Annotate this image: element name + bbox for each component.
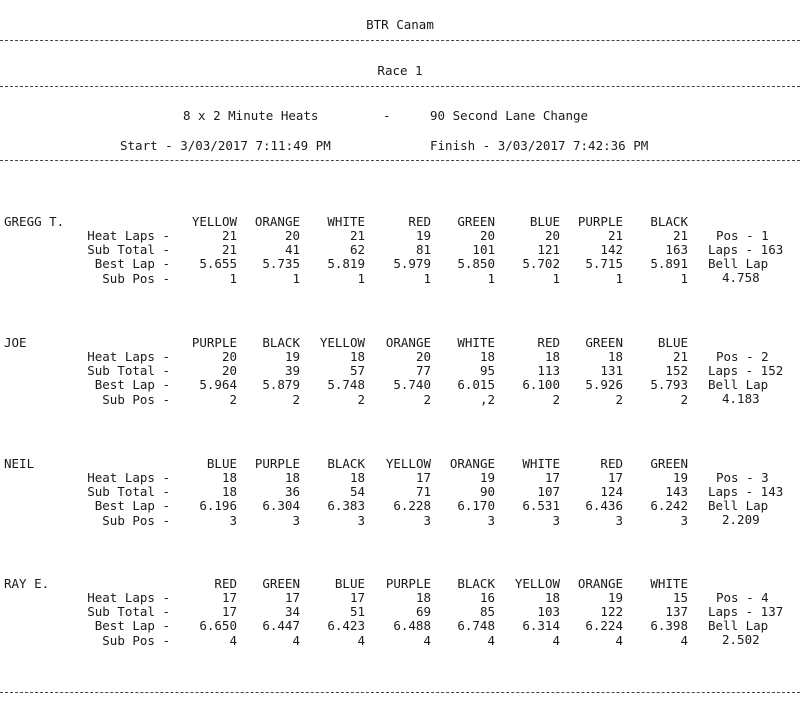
sub-total-value: 131 bbox=[600, 363, 623, 379]
lane-color-header: YELLOW bbox=[385, 456, 431, 471]
heat-laps-value: 19 bbox=[672, 470, 688, 485]
lane-color-header: BLACK bbox=[262, 335, 300, 350]
best-lap-value: 5.740 bbox=[393, 377, 431, 393]
heat-laps-value: 21 bbox=[349, 228, 365, 243]
heat-laps-value: 19 bbox=[415, 228, 431, 243]
sub-total-value: 71 bbox=[415, 484, 431, 500]
sub-total-value: 41 bbox=[284, 242, 300, 258]
sub-pos-value: 4 bbox=[229, 632, 237, 648]
sub-total-value: 137 bbox=[665, 604, 688, 620]
best-lap-value: 6.383 bbox=[327, 498, 365, 514]
final-position: Pos - 4 bbox=[716, 590, 769, 605]
format-separator: - bbox=[383, 108, 391, 123]
heat-laps-value: 20 bbox=[284, 228, 300, 243]
sub-total-value: 39 bbox=[284, 363, 300, 379]
lane-color-header: GREEN bbox=[585, 335, 623, 350]
sub-total-value: 95 bbox=[479, 363, 495, 379]
best-lap-value: 5.735 bbox=[262, 256, 300, 272]
driver-result-block bbox=[0, 456, 800, 536]
sub-total-value: 107 bbox=[537, 484, 560, 500]
lane-color-header: YELLOW bbox=[514, 576, 560, 591]
lane-color-header: PURPLE bbox=[191, 335, 237, 350]
sub-pos-value: 2 bbox=[615, 391, 623, 407]
best-lap-value: 6.436 bbox=[585, 498, 623, 514]
driver-name: JOE bbox=[4, 335, 27, 350]
lane-color-header: PURPLE bbox=[577, 214, 623, 229]
best-lap-value: 6.314 bbox=[522, 618, 560, 634]
sub-total-value: 101 bbox=[472, 242, 495, 258]
sub-pos-value: 1 bbox=[423, 270, 431, 286]
bell-lap-label: Bell Lap bbox=[708, 498, 769, 513]
sub-total-value: 69 bbox=[415, 604, 431, 620]
heat-laps-value: 17 bbox=[221, 590, 237, 605]
best-lap-value: 6.015 bbox=[457, 377, 495, 393]
bell-lap-time: 2.502 bbox=[722, 632, 760, 647]
heat-laps-value: 18 bbox=[221, 470, 237, 485]
lane-color-header: BLUE bbox=[657, 335, 688, 350]
sub-pos-value: 4 bbox=[552, 632, 560, 648]
heat-laps-value: 18 bbox=[349, 349, 365, 364]
heat-laps-value: 15 bbox=[672, 590, 688, 605]
sub-pos-value: 4 bbox=[357, 632, 365, 648]
lane-color-header: WHITE bbox=[650, 576, 688, 591]
row-label-heat-laps: Heat Laps - bbox=[87, 228, 170, 243]
heat-laps-value: 18 bbox=[479, 349, 495, 364]
row-label-sub-total: Sub Total - bbox=[87, 242, 170, 258]
sub-total-value: 20 bbox=[221, 363, 237, 379]
sub-pos-value: 3 bbox=[357, 512, 365, 528]
lane-color-header: WHITE bbox=[457, 335, 495, 350]
bell-lap-label: Bell Lap bbox=[708, 256, 769, 271]
row-label-best-lap: Best Lap - bbox=[94, 256, 170, 272]
sub-pos-value: 1 bbox=[615, 270, 623, 286]
bell-lap-label: Bell Lap bbox=[708, 377, 769, 392]
lane-color-header: RED bbox=[600, 456, 623, 471]
best-lap-value: 5.879 bbox=[262, 377, 300, 393]
best-lap-value: 6.650 bbox=[199, 618, 237, 634]
lane-color-header: BLACK bbox=[327, 456, 365, 471]
driver-name: NEIL bbox=[4, 456, 35, 471]
best-lap-value: 6.242 bbox=[650, 498, 688, 514]
bell-lap-label: Bell Lap bbox=[708, 618, 769, 633]
row-label-best-lap: Best Lap - bbox=[94, 618, 170, 634]
row-label-sub-pos: Sub Pos - bbox=[102, 512, 170, 528]
best-lap-value: 6.488 bbox=[393, 618, 431, 634]
row-label-best-lap: Best Lap - bbox=[94, 377, 170, 393]
lane-color-header: WHITE bbox=[522, 456, 560, 471]
best-lap-value: 5.819 bbox=[327, 256, 365, 272]
best-lap-value: 5.979 bbox=[393, 256, 431, 272]
total-laps: Laps - 152 bbox=[708, 363, 784, 378]
sub-total-value: 152 bbox=[665, 363, 688, 379]
heat-laps-value: 17 bbox=[607, 470, 623, 485]
sub-pos-value: 3 bbox=[680, 512, 688, 528]
final-position: Pos - 2 bbox=[716, 349, 769, 364]
driver-result-block bbox=[0, 335, 800, 415]
row-label-sub-total: Sub Total - bbox=[87, 363, 170, 379]
finish-time: Finish - 3/03/2017 7:42:36 PM bbox=[430, 138, 649, 153]
heat-laps-value: 20 bbox=[221, 349, 237, 364]
lane-color-header: BLACK bbox=[457, 576, 495, 591]
bell-lap-time: 2.209 bbox=[722, 512, 760, 527]
sub-pos-value: 2 bbox=[292, 391, 300, 407]
sub-pos-value: 1 bbox=[552, 270, 560, 286]
best-lap-value: 6.304 bbox=[262, 498, 300, 514]
sub-total-value: 143 bbox=[665, 484, 688, 500]
row-label-heat-laps: Heat Laps - bbox=[87, 349, 170, 364]
lane-color-header: ORANGE bbox=[577, 576, 623, 591]
heat-laps-value: 21 bbox=[221, 228, 237, 243]
sub-total-value: 57 bbox=[349, 363, 365, 379]
sub-total-value: 113 bbox=[537, 363, 560, 379]
heats-info: 8 x 2 Minute Heats bbox=[183, 108, 319, 123]
sub-pos-value: 3 bbox=[552, 512, 560, 528]
sub-pos-value: 4 bbox=[487, 632, 495, 648]
lane-color-header: WHITE bbox=[327, 214, 365, 229]
sub-pos-value: 3 bbox=[423, 512, 431, 528]
sub-pos-value: 1 bbox=[292, 270, 300, 286]
heat-laps-value: 21 bbox=[672, 349, 688, 364]
sub-pos-value: 2 bbox=[229, 391, 237, 407]
sub-pos-value: ,2 bbox=[479, 391, 495, 407]
sub-total-value: 85 bbox=[479, 604, 495, 620]
sub-total-value: 103 bbox=[537, 604, 560, 620]
best-lap-value: 5.850 bbox=[457, 256, 495, 272]
best-lap-value: 5.748 bbox=[327, 377, 365, 393]
row-label-best-lap: Best Lap - bbox=[94, 498, 170, 514]
driver-result-block bbox=[0, 214, 800, 294]
lane-color-header: GREEN bbox=[262, 576, 300, 591]
sub-pos-value: 4 bbox=[292, 632, 300, 648]
best-lap-value: 5.702 bbox=[522, 256, 560, 272]
sub-pos-value: 1 bbox=[680, 270, 688, 286]
best-lap-value: 6.170 bbox=[457, 498, 495, 514]
bell-lap-time: 4.183 bbox=[722, 391, 760, 406]
row-label-sub-pos: Sub Pos - bbox=[102, 632, 170, 648]
sub-total-value: 124 bbox=[600, 484, 623, 500]
sub-pos-value: 3 bbox=[292, 512, 300, 528]
heat-laps-value: 19 bbox=[479, 470, 495, 485]
lane-color-header: RED bbox=[408, 214, 431, 229]
sub-pos-value: 3 bbox=[615, 512, 623, 528]
best-lap-value: 6.398 bbox=[650, 618, 688, 634]
lane-color-header: ORANGE bbox=[254, 214, 300, 229]
sub-pos-value: 2 bbox=[552, 391, 560, 407]
total-laps: Laps - 137 bbox=[708, 604, 784, 619]
divider bbox=[0, 86, 800, 87]
lane-change-info: 90 Second Lane Change bbox=[430, 108, 589, 123]
start-time: Start - 3/03/2017 7:11:49 PM bbox=[120, 138, 331, 153]
lane-color-header: GREEN bbox=[457, 214, 495, 229]
best-lap-value: 6.228 bbox=[393, 498, 431, 514]
best-lap-value: 6.531 bbox=[522, 498, 560, 514]
heat-laps-value: 18 bbox=[607, 349, 623, 364]
row-label-sub-total: Sub Total - bbox=[87, 484, 170, 500]
sub-total-value: 62 bbox=[349, 242, 365, 258]
lane-color-header: BLUE bbox=[334, 576, 365, 591]
sub-pos-value: 4 bbox=[615, 632, 623, 648]
sub-total-value: 121 bbox=[537, 242, 560, 258]
report-title: BTR Canam bbox=[366, 17, 434, 32]
lane-color-header: BLUE bbox=[529, 214, 560, 229]
heat-laps-value: 16 bbox=[479, 590, 495, 605]
driver-name: GREGG T. bbox=[4, 214, 65, 229]
best-lap-value: 6.447 bbox=[262, 618, 300, 634]
heat-laps-value: 20 bbox=[479, 228, 495, 243]
heat-laps-value: 17 bbox=[415, 470, 431, 485]
heat-laps-value: 20 bbox=[415, 349, 431, 364]
lane-color-header: BLUE bbox=[206, 456, 237, 471]
final-position: Pos - 1 bbox=[716, 228, 769, 243]
best-lap-value: 5.964 bbox=[199, 377, 237, 393]
sub-total-value: 163 bbox=[665, 242, 688, 258]
best-lap-value: 5.793 bbox=[650, 377, 688, 393]
row-label-sub-pos: Sub Pos - bbox=[102, 270, 170, 286]
sub-total-value: 90 bbox=[479, 484, 495, 500]
heat-laps-value: 17 bbox=[284, 590, 300, 605]
best-lap-value: 5.655 bbox=[199, 256, 237, 272]
sub-pos-value: 2 bbox=[680, 391, 688, 407]
sub-pos-value: 1 bbox=[357, 270, 365, 286]
sub-total-value: 122 bbox=[600, 604, 623, 620]
sub-total-value: 36 bbox=[284, 484, 300, 500]
sub-total-value: 18 bbox=[221, 484, 237, 500]
best-lap-value: 6.100 bbox=[522, 377, 560, 393]
sub-pos-value: 3 bbox=[487, 512, 495, 528]
heat-laps-value: 18 bbox=[544, 349, 560, 364]
heat-laps-value: 18 bbox=[544, 590, 560, 605]
bell-lap-time: 4.758 bbox=[722, 270, 760, 285]
sub-total-value: 142 bbox=[600, 242, 623, 258]
sub-pos-value: 4 bbox=[423, 632, 431, 648]
driver-name: RAY E. bbox=[4, 576, 50, 591]
best-lap-value: 5.715 bbox=[585, 256, 623, 272]
lane-color-header: ORANGE bbox=[449, 456, 495, 471]
sub-pos-value: 1 bbox=[487, 270, 495, 286]
heat-laps-value: 17 bbox=[349, 590, 365, 605]
sub-pos-value: 2 bbox=[423, 391, 431, 407]
lane-color-header: PURPLE bbox=[385, 576, 431, 591]
heat-laps-value: 21 bbox=[672, 228, 688, 243]
heat-laps-value: 20 bbox=[544, 228, 560, 243]
heat-laps-value: 21 bbox=[607, 228, 623, 243]
lane-color-header: PURPLE bbox=[254, 456, 300, 471]
divider bbox=[0, 692, 800, 693]
lane-color-header: GREEN bbox=[650, 456, 688, 471]
heat-laps-value: 19 bbox=[607, 590, 623, 605]
heat-laps-value: 18 bbox=[284, 470, 300, 485]
divider bbox=[0, 40, 800, 41]
best-lap-value: 6.224 bbox=[585, 618, 623, 634]
total-laps: Laps - 163 bbox=[708, 242, 784, 257]
sub-pos-value: 1 bbox=[229, 270, 237, 286]
best-lap-value: 6.748 bbox=[457, 618, 495, 634]
lane-color-header: YELLOW bbox=[319, 335, 365, 350]
best-lap-value: 6.196 bbox=[199, 498, 237, 514]
sub-total-value: 51 bbox=[349, 604, 365, 620]
sub-pos-value: 4 bbox=[680, 632, 688, 648]
lane-color-header: RED bbox=[537, 335, 560, 350]
heat-laps-value: 17 bbox=[544, 470, 560, 485]
sub-pos-value: 2 bbox=[357, 391, 365, 407]
lane-color-header: BLACK bbox=[650, 214, 688, 229]
final-position: Pos - 3 bbox=[716, 470, 769, 485]
sub-pos-value: 3 bbox=[229, 512, 237, 528]
sub-total-value: 17 bbox=[221, 604, 237, 620]
lane-color-header: ORANGE bbox=[385, 335, 431, 350]
row-label-sub-pos: Sub Pos - bbox=[102, 391, 170, 407]
sub-total-value: 54 bbox=[349, 484, 365, 500]
heat-laps-value: 18 bbox=[415, 590, 431, 605]
sub-total-value: 81 bbox=[415, 242, 431, 258]
lane-color-header: YELLOW bbox=[191, 214, 237, 229]
best-lap-value: 5.891 bbox=[650, 256, 688, 272]
race-name: Race 1 bbox=[377, 63, 423, 78]
driver-result-block bbox=[0, 576, 800, 656]
best-lap-value: 6.423 bbox=[327, 618, 365, 634]
best-lap-value: 5.926 bbox=[585, 377, 623, 393]
row-label-heat-laps: Heat Laps - bbox=[87, 470, 170, 485]
heat-laps-value: 18 bbox=[349, 470, 365, 485]
sub-total-value: 77 bbox=[415, 363, 431, 379]
sub-total-value: 21 bbox=[221, 242, 237, 258]
heat-laps-value: 19 bbox=[284, 349, 300, 364]
row-label-sub-total: Sub Total - bbox=[87, 604, 170, 620]
lane-color-header: RED bbox=[214, 576, 237, 591]
row-label-heat-laps: Heat Laps - bbox=[87, 590, 170, 605]
total-laps: Laps - 143 bbox=[708, 484, 784, 499]
divider bbox=[0, 160, 800, 161]
sub-total-value: 34 bbox=[284, 604, 300, 620]
